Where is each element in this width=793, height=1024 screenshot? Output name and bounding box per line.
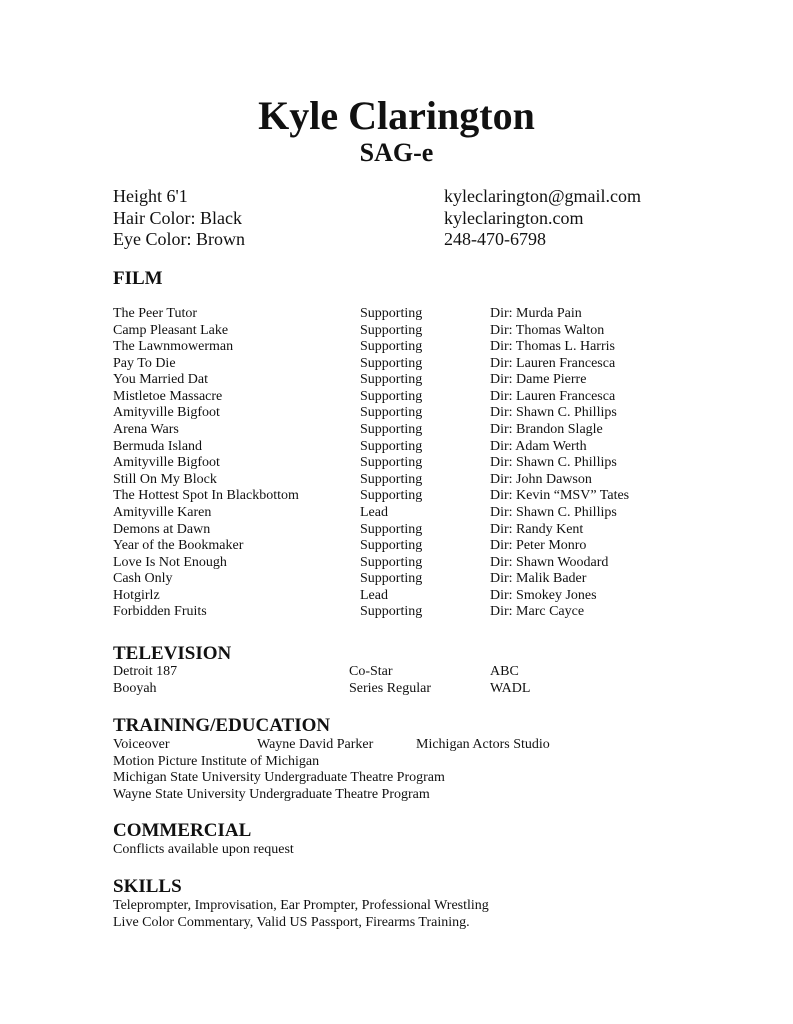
- training-list: [113, 737, 713, 803]
- credit-role: Lead: [360, 587, 388, 603]
- credit-row: [113, 356, 713, 373]
- credit-director: Dir: John Dawson: [490, 471, 592, 487]
- credit-director: Dir: Brandon Slagle: [490, 422, 603, 438]
- hair-color: Hair Color: Black: [113, 207, 242, 228]
- voiceover-school: Michigan Actors Studio: [416, 737, 550, 752]
- skills-line: Teleprompter, Improvisation, Ear Prompter, Professional Wrestling: [113, 898, 489, 913]
- actor-name: Kyle Clarington: [258, 93, 535, 138]
- email: kyleclarington@gmail.com: [444, 186, 642, 206]
- credit-title: Hotgirlz: [113, 587, 160, 603]
- credit-role: Supporting: [360, 554, 423, 570]
- credit-row: [113, 422, 713, 439]
- credit-title: Arena Wars: [113, 422, 179, 438]
- credit-row: [113, 372, 713, 389]
- credit-director: Dir: Smokey Jones: [490, 587, 597, 603]
- credit-director: Dir: Shawn C. Phillips: [490, 405, 617, 421]
- credit-title: The Lawnmowerman: [113, 339, 234, 355]
- skills-list: [113, 898, 489, 931]
- credit-title: You Married Dat: [113, 372, 209, 388]
- credit-title: Amityville Bigfoot: [113, 405, 220, 421]
- credit-director: Dir: Lauren Francesca: [490, 355, 616, 371]
- credit-role: Supporting: [360, 405, 423, 421]
- credit-director: Dir: Peter Monro: [490, 538, 587, 554]
- commercial-heading: COMMERCIAL: [113, 820, 252, 841]
- voiceover-row: [113, 737, 713, 754]
- credit-title: The Hottest Spot In Blackbottom: [113, 488, 299, 504]
- credit-director: Dir: Dame Pierre: [490, 372, 587, 388]
- credit-director: Dir: Malik Bader: [490, 571, 587, 587]
- credit-role: Supporting: [360, 306, 423, 321]
- eye-color: Eye Color: Brown: [113, 229, 245, 249]
- credit-row: [113, 389, 713, 406]
- skills-heading: SKILLS: [113, 876, 182, 897]
- credit-title: Amityville Bigfoot: [113, 455, 220, 471]
- credit-title: Year of the Bookmaker: [113, 538, 244, 554]
- credit-title: Mistletoe Massacre: [113, 388, 223, 404]
- commercial-text: Conflicts available upon request: [113, 842, 294, 857]
- credit-row: [113, 405, 713, 422]
- credit-network: ABC: [490, 664, 519, 679]
- credit-director: Dir: Lauren Francesca: [490, 388, 616, 404]
- credit-role: Supporting: [360, 339, 423, 355]
- training-line: Motion Picture Institute of Michigan: [113, 753, 320, 769]
- training-line: Michigan State University Undergraduate Theatre Program: [113, 770, 445, 786]
- credit-row: [113, 339, 713, 356]
- website: kyleclarington.com: [444, 207, 584, 228]
- credit-title: The Peer Tutor: [113, 306, 197, 321]
- credit-role: Supporting: [360, 422, 423, 438]
- film-credits: [113, 306, 713, 621]
- credit-director: Dir: Adam Werth: [490, 438, 587, 454]
- credit-row: [113, 439, 713, 456]
- credit-role: Supporting: [360, 488, 423, 504]
- credit-title: Demons at Dawn: [113, 521, 211, 537]
- credit-role: Supporting: [360, 388, 423, 404]
- credit-role: Supporting: [360, 455, 423, 471]
- credit-role: Supporting: [360, 471, 423, 487]
- credit-row: [113, 681, 713, 698]
- television-heading: TELEVISION: [113, 643, 232, 664]
- credit-title: Love Is Not Enough: [113, 554, 227, 570]
- training-line: Wayne State University Undergraduate Theatre Program: [113, 786, 430, 802]
- credit-role: Supporting: [360, 322, 423, 338]
- training-heading: TRAINING/EDUCATION: [113, 715, 331, 736]
- credit-row: [113, 472, 713, 489]
- contact-info: [444, 186, 641, 251]
- credit-row: [113, 555, 713, 572]
- credit-role: Co-Star: [349, 664, 393, 679]
- credit-title: Bermuda Island: [113, 438, 203, 454]
- credit-row: [113, 323, 713, 340]
- credit-director: Dir: Shawn C. Phillips: [490, 504, 617, 520]
- credit-role: Lead: [360, 504, 388, 520]
- skills-line: Live Color Commentary, Valid US Passport, Firearms Training.: [113, 914, 470, 930]
- credit-title: Booyah: [113, 680, 157, 696]
- physical-stats: [113, 186, 245, 251]
- credit-title: Forbidden Fruits: [113, 604, 207, 620]
- credit-network: WADL: [490, 680, 531, 696]
- credit-role: Supporting: [360, 604, 423, 620]
- credit-title: Cash Only: [113, 571, 173, 587]
- credit-director: Dir: Shawn C. Phillips: [490, 455, 617, 471]
- credit-row: [113, 664, 713, 681]
- credit-director: Dir: Randy Kent: [490, 521, 584, 537]
- credit-title: Detroit 187: [113, 664, 178, 679]
- credit-row: [113, 488, 713, 505]
- credit-role: Supporting: [360, 355, 423, 371]
- credit-director: Dir: Thomas Walton: [490, 322, 605, 338]
- voiceover-subject: Voiceover: [113, 737, 170, 752]
- credit-director: Dir: Marc Cayce: [490, 604, 585, 620]
- credit-row: [113, 522, 713, 539]
- credit-title: Amityville Karen: [113, 504, 212, 520]
- credit-row: [113, 588, 713, 605]
- credit-title: Camp Pleasant Lake: [113, 322, 229, 338]
- union-status: SAG-e: [359, 138, 434, 167]
- height: Height 6'1: [113, 186, 188, 206]
- credit-role: Series Regular: [349, 680, 432, 696]
- phone: 248-470-6798: [444, 229, 546, 249]
- credit-role: Supporting: [360, 571, 423, 587]
- credit-director: Dir: Shawn Woodard: [490, 554, 609, 570]
- credit-role: Supporting: [360, 538, 423, 554]
- television-credits: [113, 664, 713, 697]
- voiceover-teacher: Wayne David Parker: [257, 737, 374, 752]
- credit-director: Dir: Thomas L. Harris: [490, 339, 615, 355]
- credit-director: Dir: Kevin “MSV” Tates: [490, 488, 630, 504]
- credit-row: [113, 455, 713, 472]
- credit-row: [113, 571, 713, 588]
- credit-row: [113, 604, 713, 621]
- credit-row: [113, 505, 713, 522]
- credit-title: Still On My Block: [113, 471, 217, 487]
- credit-row: [113, 306, 713, 323]
- credit-row: [113, 538, 713, 555]
- credit-role: Supporting: [360, 521, 423, 537]
- credit-role: Supporting: [360, 372, 423, 388]
- credit-director: Dir: Murda Pain: [490, 306, 582, 321]
- film-heading: FILM: [113, 268, 163, 289]
- credit-role: Supporting: [360, 438, 423, 454]
- credit-title: Pay To Die: [113, 355, 176, 371]
